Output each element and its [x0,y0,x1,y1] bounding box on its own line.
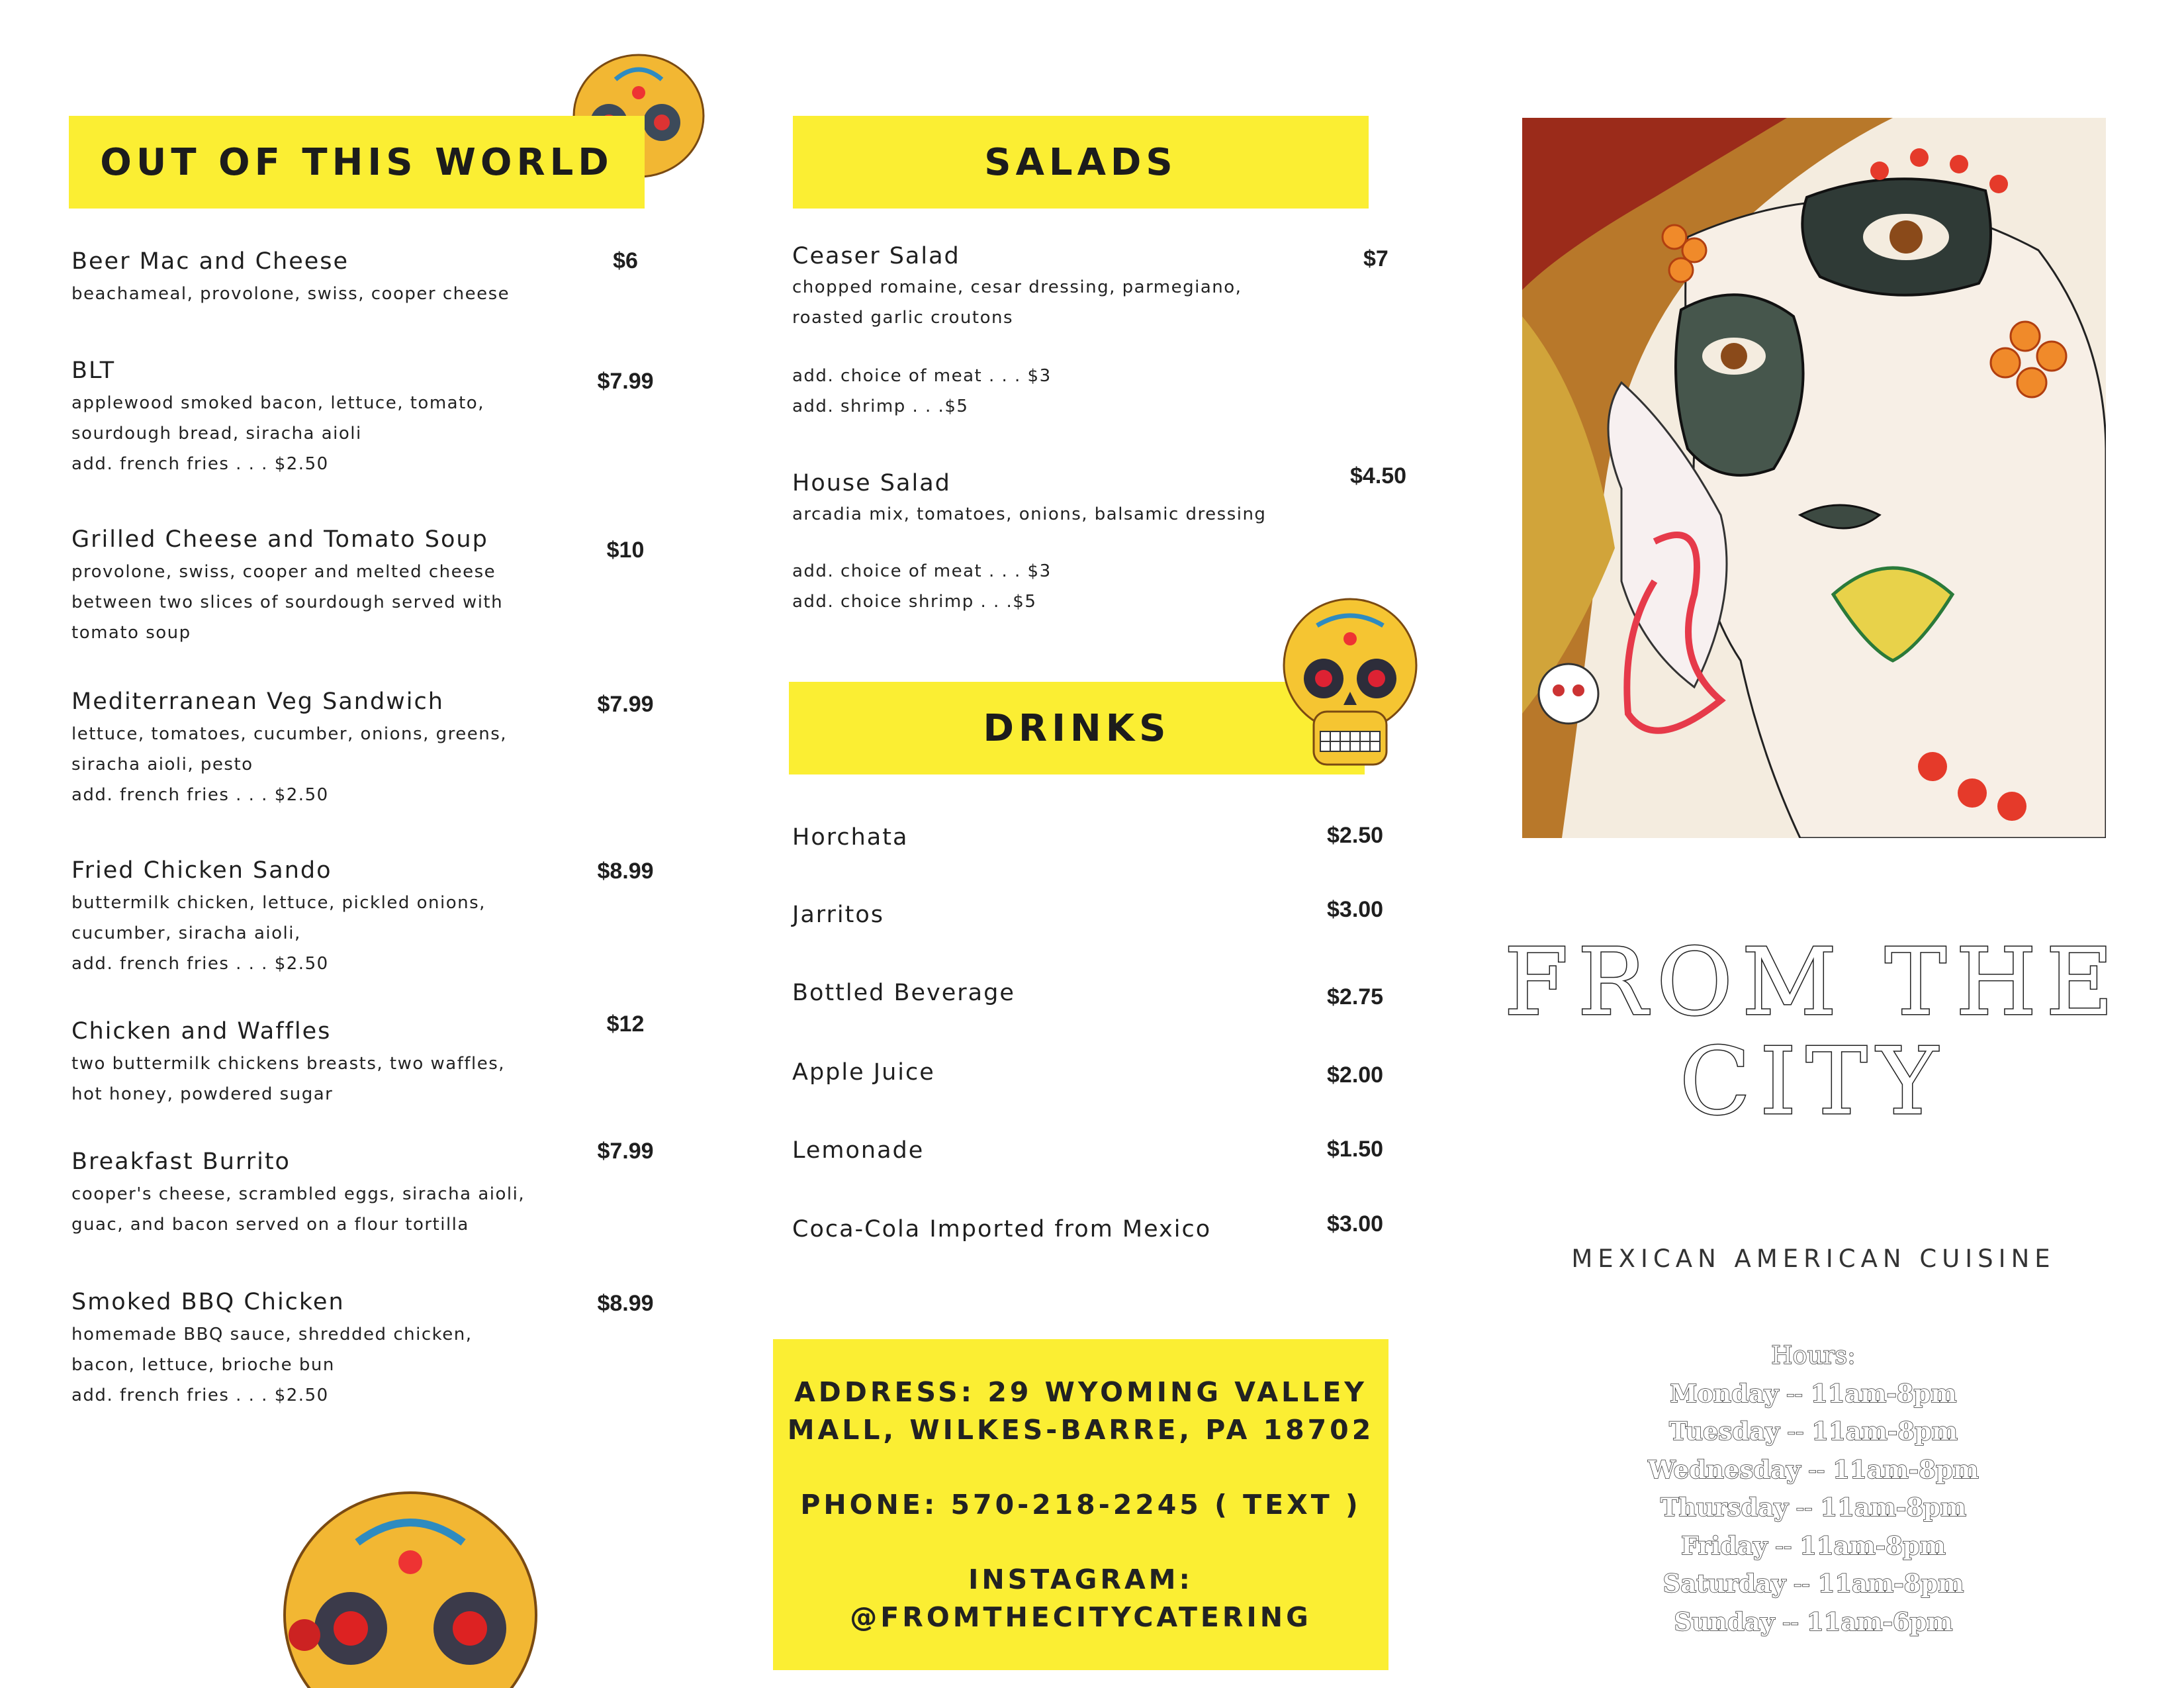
hours-separator: -- [1778,1379,1811,1408]
menu-item-description: bacon, lettuce, brioche bun [71,1355,335,1375]
opening-hours [1608,1337,2019,1641]
menu-item [71,526,574,648]
salad-item [792,470,1308,617]
menu-item-price: $8.99 [597,1291,654,1316]
section-title: SALADS [984,140,1177,184]
hours-separator: -- [1779,1417,1812,1446]
cuisine-tagline: MEXICAN AMERICAN CUISINE [1571,1244,2056,1273]
drink-price: $3.00 [1327,897,1384,922]
drink-price: $3.00 [1327,1211,1384,1237]
menu-item-description: chopped romaine, cesar dressing, parmegiano, [792,277,1242,297]
drink-name: Bottled Beverage [792,980,1015,1006]
menu-item-name: Chicken and Waffles [71,1018,332,1045]
menu-item-description: applewood smoked bacon, lettuce, tomato, [71,393,484,413]
instagram-handle[interactable]: @FROMTHECITYCATERING [850,1601,1312,1633]
menu-item-name: Breakfast Burrito [71,1149,291,1175]
menu-item-description: sourdough bread, siracha aioli [71,424,362,444]
menu-item-description: beachameal, provolone, swiss, cooper cheese [71,284,510,304]
restaurant-name-line: FROM THE [1504,929,2123,1037]
restaurant-name [1502,929,2124,1136]
hours-separator: -- [1786,1570,1818,1598]
hours-row [1608,1413,2019,1451]
drink-name: Horchata [792,824,909,851]
restaurant-name-line: CITY [1679,1028,1948,1136]
hours-title: Hours: [1771,1341,1856,1370]
phone-number[interactable]: PHONE: 570-218-2245 ( TEXT ) [800,1488,1361,1521]
instagram-label: INSTAGRAM: [968,1563,1193,1595]
menu-item-description: siracha aioli, pesto [71,755,253,774]
menu-item-description: add. french fries . . . $2.50 [71,1385,329,1405]
hours-row [1608,1603,2019,1642]
menu-item-price: $6 [613,248,638,273]
menu-item-description: add. french fries . . . $2.50 [71,785,329,805]
catrina-artwork-image [1522,118,2106,838]
section-title: OUT OF THIS WORLD [100,140,614,184]
menu-item-description: cooper's cheese, scrambled eggs, siracha aioli, [71,1184,525,1204]
menu-item-addon: add. shrimp . . .$5 [792,397,969,416]
hours-time: 11am-8pm [1817,1569,1964,1598]
menu-item-description: cucumber, siracha aioli, [71,923,301,943]
hours-separator: -- [1774,1607,1807,1636]
hours-row [1608,1451,2019,1489]
menu-item-name: Smoked BBQ Chicken [71,1289,345,1315]
menu-item-description: provolone, swiss, cooper and melted cheese [71,562,496,582]
hours-day: Sunday [1674,1607,1775,1636]
hours-row [1608,1527,2019,1566]
hours-time: 11am-6pm [1806,1607,1953,1636]
menu-item-name: Beer Mac and Cheese [71,248,349,275]
hours-row [1608,1565,2019,1603]
hours-day: Tuesday [1668,1417,1780,1446]
menu-item [71,1289,574,1411]
drink-name: Coca-Cola Imported from Mexico [792,1216,1212,1243]
menu-item-name: Fried Chicken Sando [71,857,332,884]
menu-item-price: $12 [606,1011,645,1037]
drink-price: $1.50 [1327,1137,1384,1162]
hours-separator: -- [1767,1531,1800,1560]
menu-item-description: add. french fries . . . $2.50 [71,954,329,974]
menu-item-description: hot honey, powdered sugar [71,1084,334,1104]
menu-item-description: guac, and bacon served on a flour tortilla [71,1215,469,1235]
menu-item-description: lettuce, tomatoes, cucumber, onions, greens, [71,724,508,744]
menu-item-name: Mediterranean Veg Sandwich [71,688,444,715]
hours-separator: -- [1788,1493,1821,1522]
menu-item [71,248,574,309]
drink-name: Lemonade [792,1137,925,1164]
menu-item-price: $7.99 [597,692,654,717]
menu-item [71,688,574,810]
menu-item-addon: add. choice of meat . . . $3 [792,366,1052,386]
hours-time: 11am-8pm [1810,1378,1957,1408]
menu-item-name: House Salad [792,470,951,496]
menu-item-description: buttermilk chicken, lettuce, pickled onions, [71,893,486,913]
address-line: ADDRESS: 29 WYOMING VALLEY [794,1376,1367,1408]
menu-item-name: Grilled Cheese and Tomato Soup [71,526,488,553]
menu-item-price: $4.50 [1350,463,1407,489]
menu-item-price: $7.99 [597,369,654,394]
menu-item-description: arcadia mix, tomatoes, onions, balsamic dressing [792,504,1267,524]
menu-item-price: $7.99 [597,1139,654,1164]
drink-price: $2.50 [1327,823,1384,848]
menu-item-name: Ceaser Salad [792,243,960,269]
hours-row [1608,1375,2019,1413]
section-banner-salads [793,116,1369,209]
menu-item-price: $8.99 [597,859,654,884]
contact-info-box [773,1339,1388,1670]
menu-item-price: $7 [1363,246,1388,271]
hours-row [1608,1489,2019,1527]
sugar-skull-icon [278,1483,543,1688]
menu-item [71,357,574,479]
drink-price: $2.75 [1327,984,1384,1009]
menu-item-description: tomato soup [71,623,191,643]
menu-item [71,1018,574,1109]
hours-time: 11am-8pm [1820,1493,1967,1522]
drink-name: Jarritos [792,902,885,928]
hours-day: Wednesday [1648,1454,1801,1484]
salad-item [792,243,1308,422]
hours-day: Friday [1681,1530,1768,1560]
menu-item-addon: add. choice shrimp . . .$5 [792,592,1037,612]
sugar-skull-icon [1277,592,1423,778]
hours-separator: -- [1800,1455,1833,1484]
menu-item-description: two buttermilk chickens breasts, two waffles, [71,1054,506,1074]
menu-item-addon: add. choice of meat . . . $3 [792,561,1052,581]
menu-item-name: BLT [71,357,116,384]
hours-time: 11am-8pm [1833,1454,1979,1484]
hours-day: Monday [1670,1378,1779,1408]
hours-day: Saturday [1662,1569,1786,1598]
menu-item-description: homemade BBQ sauce, shredded chicken, [71,1325,473,1344]
menu-item-description: add. french fries . . . $2.50 [71,454,329,474]
drink-price: $2.00 [1327,1062,1384,1088]
menu-item [71,857,574,979]
menu-item [71,1149,574,1240]
hours-day: Thursday [1660,1493,1788,1522]
address-line: MALL, WILKES-BARRE, PA 18702 [787,1413,1375,1446]
drink-name: Apple Juice [792,1059,935,1086]
menu-item-description: between two slices of sourdough served with [71,592,504,612]
hours-time: 11am-8pm [1799,1530,1946,1560]
section-title: DRINKS [983,706,1171,750]
section-banner-out-of-this-world [69,116,645,209]
menu-item-price: $10 [606,538,645,563]
menu-item-description: roasted garlic croutons [792,308,1014,328]
hours-time: 11am-8pm [1811,1417,1958,1446]
